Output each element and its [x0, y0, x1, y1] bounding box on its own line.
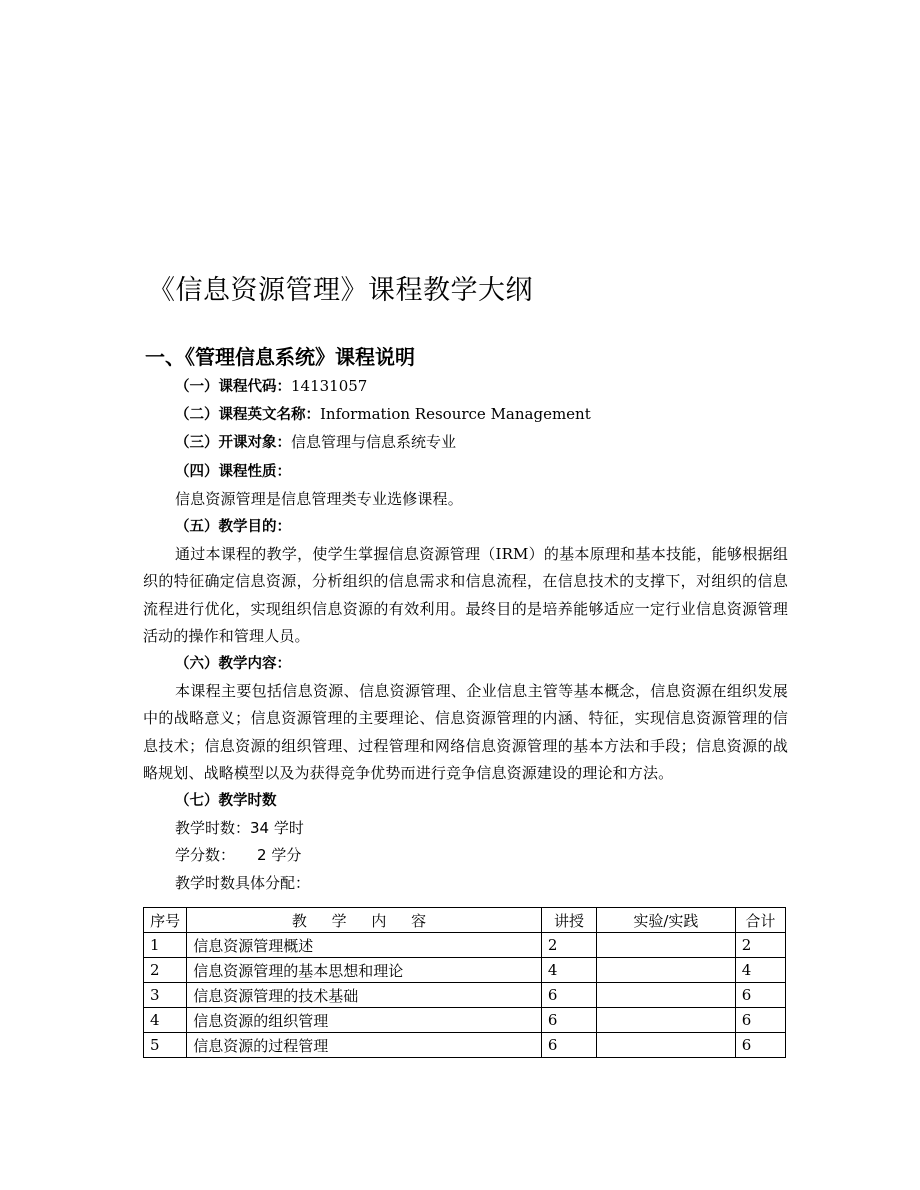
table-row: [144, 1008, 786, 1033]
row-lecture: 6: [541, 1033, 596, 1058]
allocation-intro: 教学时数具体分配：: [175, 873, 311, 892]
hours-allocation-table: [143, 907, 786, 1058]
table-row: [144, 958, 786, 983]
row-total: 6: [735, 1033, 785, 1058]
course-code-label: （一）课程代码：: [175, 379, 291, 395]
course-code-value: 14131057: [291, 377, 368, 395]
teaching-hours-line: [143, 787, 788, 815]
row-content: 信息资源管理的基本思想和理论: [187, 958, 542, 983]
row-lab: [597, 1033, 736, 1058]
teaching-content-label: （六）教学内容：: [175, 656, 291, 673]
course-description: [143, 373, 788, 897]
row-no: 2: [144, 958, 187, 983]
hours-prefix: 教学时数：: [175, 819, 251, 838]
english-name-value: Information Resource Management: [320, 405, 591, 424]
row-lab: [597, 933, 736, 958]
credits-line: [143, 842, 788, 869]
row-no: 4: [144, 1008, 187, 1033]
english-name-label: （二）课程英文名称：: [175, 407, 320, 424]
row-content: 信息资源管理概述: [187, 933, 542, 958]
teaching-hours-label: （七）教学时数: [175, 793, 277, 810]
row-lab: [597, 1008, 736, 1033]
row-content: 信息资源的组织管理: [187, 1008, 542, 1033]
header-total: 合计: [735, 908, 785, 933]
target-audience-value: 信息管理与信息系统专业: [291, 433, 457, 452]
hours-unit: 学时: [273, 819, 304, 838]
course-nature-label: （四）课程性质：: [175, 463, 291, 480]
teaching-content-line: [143, 650, 788, 678]
row-content: 信息资源的过程管理: [187, 1033, 542, 1058]
row-lecture: 6: [541, 1008, 596, 1033]
table-header-row: [144, 908, 786, 933]
english-name-line: [143, 401, 788, 429]
teaching-goal-text: 通过本课程的教学，使学生掌握信息资源管理（IRM）的基本原理和基本技能，能够根据组织的特征确定信息资源，分析组织的信息需求和信息流程，在信息技术的支撑下，对组织的信息流程进行优化，实现组织信息资源的有效利用。最终目的是培养能够适应一定行业信息资源管理活动的操作和管理人员。: [143, 545, 788, 645]
row-total: 4: [735, 958, 785, 983]
row-no: 1: [144, 933, 187, 958]
course-code-line: [143, 373, 788, 401]
credits-unit: 学分: [271, 846, 302, 865]
credits-prefix: 学分数：: [175, 846, 236, 865]
row-lab: [597, 958, 736, 983]
table-row: [144, 1033, 786, 1058]
course-nature-text: 信息资源管理是信息管理类专业选修课程。: [175, 489, 463, 508]
teaching-goal-line: [143, 513, 788, 541]
row-total: 6: [735, 1008, 785, 1033]
row-content: 信息资源管理的技术基础: [187, 983, 542, 1008]
row-lecture: 2: [541, 933, 596, 958]
hours-total-line: [143, 815, 788, 842]
row-lecture: 4: [541, 958, 596, 983]
header-content: 教 学 内 容: [187, 908, 542, 933]
header-lab: 实验/实践: [597, 908, 736, 933]
table-row: [144, 933, 786, 958]
row-total: 6: [735, 983, 785, 1008]
header-lecture: 讲授: [541, 908, 596, 933]
hours-value: 34: [250, 819, 270, 838]
row-lab: [597, 983, 736, 1008]
row-lecture: 6: [541, 983, 596, 1008]
target-audience-label: （三）开课对象：: [175, 435, 291, 452]
table-row: [144, 983, 786, 1008]
credits-value: 2: [257, 846, 267, 865]
row-total: 2: [735, 933, 785, 958]
row-no: 5: [144, 1033, 187, 1058]
target-audience-line: [143, 429, 788, 457]
section-heading: 一、《管理信息系统》课程说明: [145, 345, 415, 369]
row-no: 3: [144, 983, 187, 1008]
teaching-goal-label: （五）教学目的：: [175, 519, 291, 536]
document-title: 《信息资源管理》课程教学大纲: [148, 275, 533, 306]
course-nature-line: [143, 458, 788, 486]
header-no: 序号: [144, 908, 187, 933]
teaching-content-text: 本课程主要包括信息资源、信息资源管理、企业信息主管等基本概念，信息资源在组织发展中的战略意义；信息资源管理的主要理论、信息资源管理的内涵、特征，实现信息资源管理的信息技术；信息资源的组织管理、过程管理和网络信息资源管理的基本方法和手段；信息资源的战略规划、战略模型以及为获得竞争优势而进行竞争信息资源建设的理论和方法。: [143, 682, 788, 782]
